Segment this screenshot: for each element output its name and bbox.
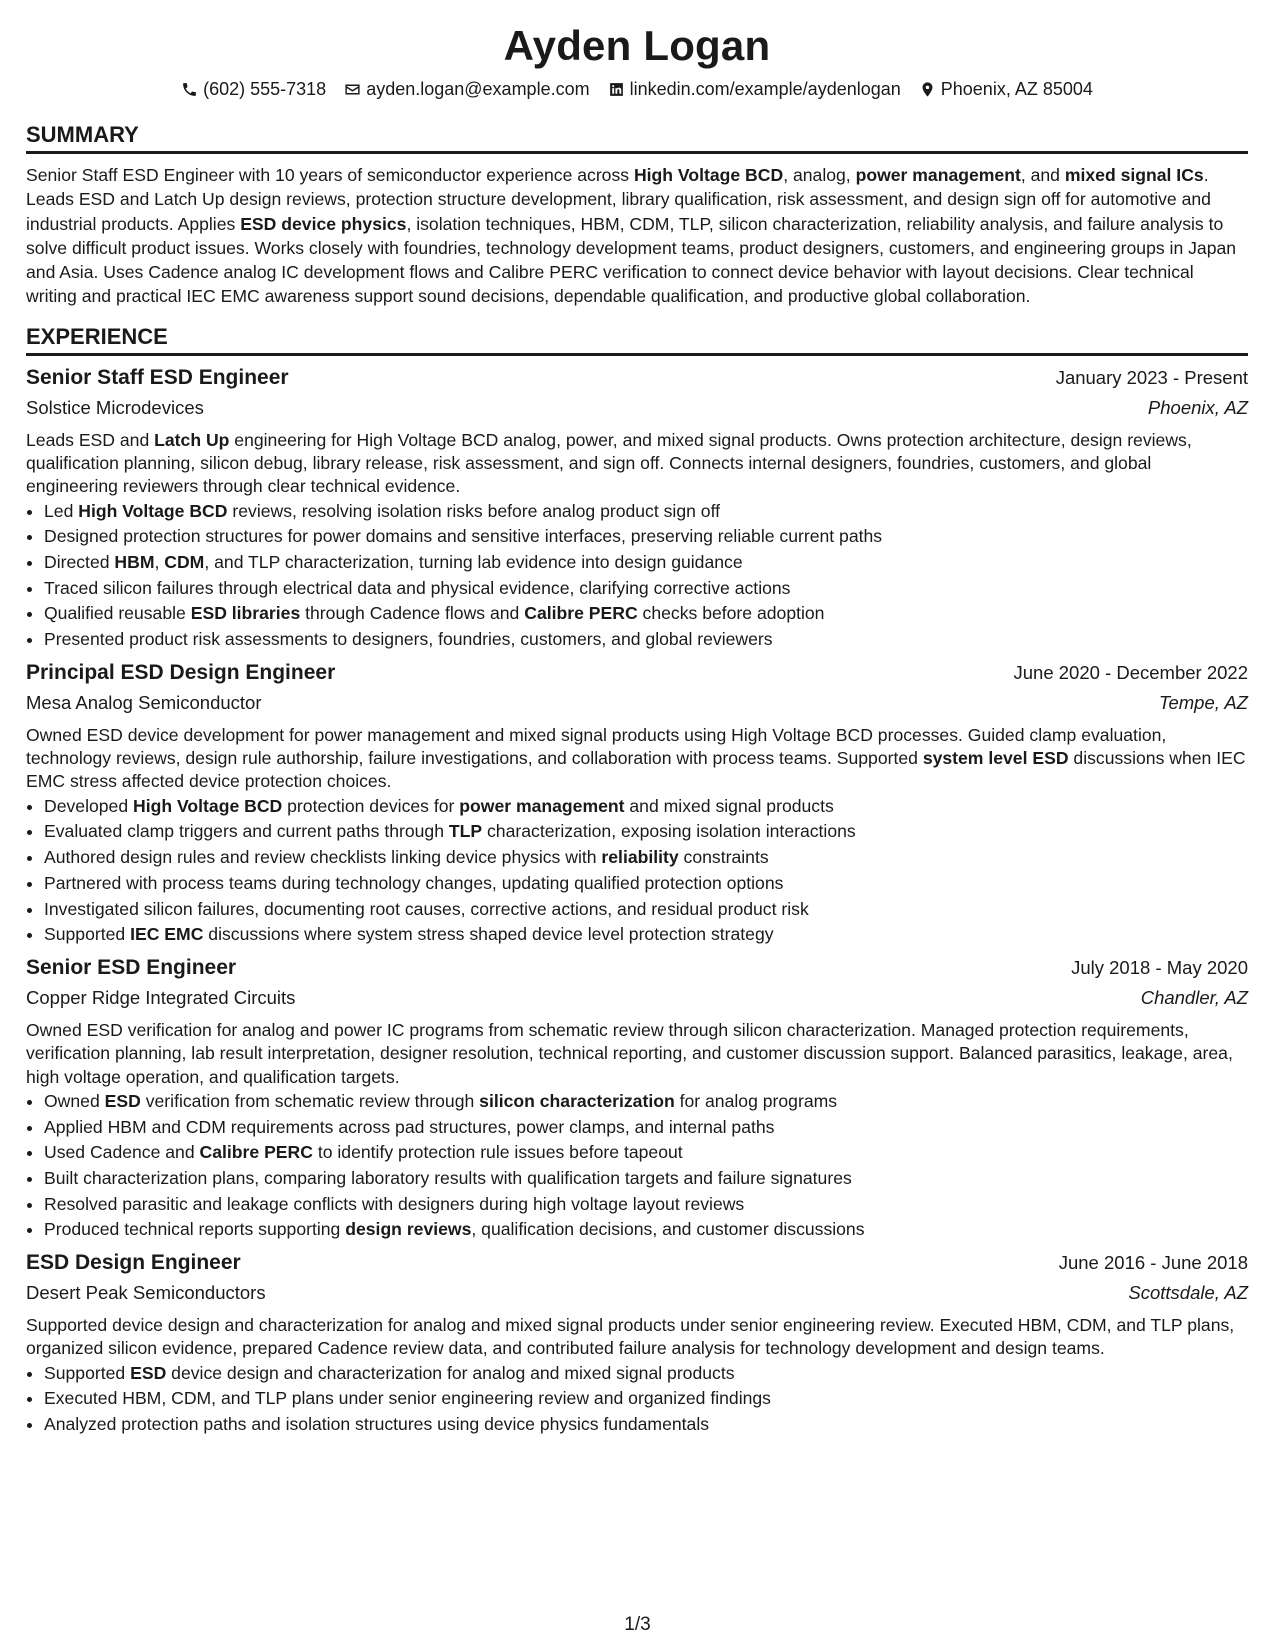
job-description xyxy=(26,724,1248,794)
text-run: Applied HBM and CDM requirements across pad structures, power clamps, and internal paths xyxy=(44,1116,775,1137)
text-run: Produced technical reports supporting xyxy=(44,1219,346,1240)
bold-keyword: HBM xyxy=(114,552,155,573)
summary-section xyxy=(26,121,1248,309)
experience-heading: EXPERIENCE xyxy=(26,323,1248,356)
bold-keyword: power management xyxy=(459,795,625,816)
linkedin-icon xyxy=(608,81,625,98)
text-run: , qualification decisions, and customer discussions xyxy=(471,1219,865,1240)
job-title: ESD Design Engineer xyxy=(26,1251,241,1275)
text-run: Senior Staff ESD Engineer with 10 years of semiconductor experience across xyxy=(26,165,634,185)
text-run: and mixed signal products xyxy=(624,795,834,816)
bold-keyword: reliability xyxy=(601,847,679,868)
bold-keyword: IEC EMC xyxy=(130,924,204,945)
text-run: Directed xyxy=(44,552,115,573)
bold-keyword: CDM xyxy=(164,552,205,573)
experience-section xyxy=(26,323,1248,1438)
bullet-item xyxy=(44,922,1248,948)
bold-keyword: mixed signal ICs xyxy=(1064,165,1204,185)
page-number: 1/3 xyxy=(624,1614,651,1635)
linkedin-text[interactable]: linkedin.com/example/aydenlogan xyxy=(629,79,901,99)
text-run: constraints xyxy=(678,847,769,868)
job-bullets xyxy=(26,794,1248,948)
text-run: characterization, exposing isolation interactions xyxy=(482,821,856,842)
text-run: Developed xyxy=(44,795,134,816)
email-icon xyxy=(344,81,361,98)
bold-keyword: ESD libraries xyxy=(190,603,301,624)
bold-keyword: system level ESD xyxy=(922,748,1069,769)
bullet-item xyxy=(44,794,1248,820)
job-location: Tempe, AZ xyxy=(1158,691,1248,713)
bullet-item xyxy=(44,1361,1248,1387)
bullet-item xyxy=(44,601,1248,627)
bullet-item xyxy=(44,1217,1248,1243)
summary-text xyxy=(26,163,1248,309)
bold-keyword: silicon characterization xyxy=(479,1090,675,1111)
text-run: Qualified reusable xyxy=(44,603,191,624)
text-run: , analog, xyxy=(783,165,856,185)
text-run: reviews, resolving isolation risks before analog product sign off xyxy=(227,500,721,521)
contact-bar xyxy=(26,76,1248,102)
job-company: Copper Ridge Integrated Circuits xyxy=(26,987,296,1008)
text-run: , isolation techniques, HBM, CDM, TLP, silicon characterization, reliability analysis, and failure analysis to solve difficult product issues. Works closely with foundries, technology development teams, product designers, customers, and engineering groups in Japan and Asia. Uses Cadence analog IC development flows and Calibre PERC verification to connect device behavior with layout decisions. Clear technical writing and practical IEC EMC awareness support sound decisions, dependable qualification, and productive global collaboration. xyxy=(26,213,1237,307)
text-run: checks before adoption xyxy=(637,603,825,624)
bold-keyword: Latch Up xyxy=(154,429,230,450)
bold-keyword: design reviews xyxy=(345,1219,472,1240)
bold-keyword: ESD xyxy=(130,1362,167,1383)
job-dates: January 2023 - Present xyxy=(1055,366,1248,388)
contact-email[interactable] xyxy=(344,76,589,102)
text-run: discussions where system stress shaped device level protection strategy xyxy=(203,924,774,945)
bullet-item xyxy=(44,1192,1248,1218)
job-description xyxy=(26,429,1248,499)
bullet-item xyxy=(44,1166,1248,1192)
bullet-item xyxy=(44,1386,1248,1412)
contact-location xyxy=(919,76,1093,102)
bullet-item xyxy=(44,845,1248,871)
text-run: . Leads ESD and Latch Up design reviews, protection structure development, library qualification, risk assessment, and design sign off for automotive and industrial products. Applies xyxy=(26,165,1211,234)
bullet-item xyxy=(44,819,1248,845)
text-run: Owned ESD device development for power management and mixed signal products using High Voltage BCD processes. Guided clamp evaluation, technology reviews, design rule authorship, failure investigations, and collaboration with process teams. Supported xyxy=(26,724,1167,769)
job-bullets xyxy=(26,1361,1248,1438)
job-dates: July 2018 - May 2020 xyxy=(1071,957,1248,978)
bold-keyword: ESD xyxy=(104,1090,141,1111)
text-run: Authored design rules and review checklists linking device physics with xyxy=(44,847,602,868)
job-description xyxy=(26,1314,1248,1361)
job-title: Principal ESD Design Engineer xyxy=(26,660,336,684)
text-run: Presented product risk assessments to designers, foundries, customers, and global reviewers xyxy=(44,629,773,650)
bold-keyword: power management xyxy=(855,165,1021,185)
text-run: discussions when IEC EMC stress affected device protection choices. xyxy=(26,748,1246,792)
job-title: Senior Staff ESD Engineer xyxy=(26,365,289,389)
bullet-item xyxy=(44,1089,1248,1115)
job-entry xyxy=(26,952,1248,1243)
text-run: Evaluated clamp triggers and current paths through xyxy=(44,821,449,842)
bullet-item xyxy=(44,524,1248,550)
text-run: for analog programs xyxy=(674,1090,838,1111)
bullet-item xyxy=(44,1140,1248,1166)
location-text: Phoenix, AZ 85004 xyxy=(940,79,1093,99)
summary-heading: SUMMARY xyxy=(26,121,1248,154)
job-bullets xyxy=(26,1089,1248,1243)
text-run: , and xyxy=(1020,165,1065,185)
job-location: Phoenix, AZ xyxy=(1147,396,1248,418)
contact-phone xyxy=(181,76,326,102)
text-run: protection devices for xyxy=(282,795,460,816)
bold-keyword: Calibre PERC xyxy=(524,603,638,624)
candidate-name: Ayden Logan xyxy=(503,22,771,69)
text-run: , and TLP characterization, turning lab evidence into design guidance xyxy=(204,552,743,573)
text-run: device design and characterization for analog and mixed signal products xyxy=(166,1362,735,1383)
job-dates: June 2016 - June 2018 xyxy=(1058,1252,1248,1274)
bold-keyword: ESD device physics xyxy=(240,213,407,234)
bullet-item xyxy=(44,627,1248,653)
location-pin-icon xyxy=(919,81,936,98)
bold-keyword: High Voltage BCD xyxy=(78,500,228,521)
bold-keyword: Calibre PERC xyxy=(199,1142,313,1163)
text-run: Traced silicon failures through electrical data and physical evidence, clarifying corrective actions xyxy=(44,577,791,598)
job-title: Senior ESD Engineer xyxy=(26,956,237,979)
bold-keyword: High Voltage BCD xyxy=(133,795,283,816)
job-location: Chandler, AZ xyxy=(1140,987,1248,1008)
text-run: Supported device design and characterization for analog and mixed signal products under senior engineering review. Executed HBM, CDM, and TLP plans, organized silicon evidence, prepared Cadence review data, and contributed failure analysis for technology development and design teams. xyxy=(26,1315,1235,1359)
text-run: through Cadence flows and xyxy=(300,603,525,624)
text-run: Led xyxy=(44,500,79,521)
bullet-item xyxy=(44,576,1248,602)
text-run: Investigated silicon failures, documenting root causes, corrective actions, and residual product risk xyxy=(44,898,809,919)
job-entry xyxy=(26,362,1248,653)
phone-text: (602) 555-7318 xyxy=(203,79,327,99)
job-company: Desert Peak Semiconductors xyxy=(26,1282,266,1304)
text-run: Owned xyxy=(44,1090,105,1111)
email-text[interactable]: ayden.logan@example.com xyxy=(366,79,590,99)
bold-keyword: High Voltage BCD xyxy=(633,165,784,185)
bullet-item xyxy=(44,1412,1248,1438)
text-run: to identify protection rule issues before tapeout xyxy=(312,1142,683,1163)
text-run: Leads ESD and xyxy=(26,429,155,450)
text-run: verification from schematic review through xyxy=(140,1090,480,1111)
job-company: Mesa Analog Semiconductor xyxy=(26,691,262,713)
text-run: Designed protection structures for power domains and sensitive interfaces, preserving reliable current paths xyxy=(44,526,883,547)
bullet-item xyxy=(44,871,1248,897)
job-description xyxy=(26,1019,1248,1089)
contact-linkedin[interactable] xyxy=(608,76,901,102)
text-run: Partnered with process teams during technology changes, updating qualified protection options xyxy=(44,872,784,893)
text-run: Analyzed protection paths and isolation structures using device physics fundamentals xyxy=(44,1414,710,1435)
resume-page xyxy=(26,18,1248,1438)
bullet-item xyxy=(44,550,1248,576)
job-dates: June 2020 - December 2022 xyxy=(1013,661,1248,683)
job-entry xyxy=(26,657,1248,948)
text-run: engineering for High Voltage BCD analog, power, and mixed signal products. Owns protection architecture, design reviews, qualification planning, silicon debug, library release, risk assessment, and sign off. Connects internal designers, foundries, customers, and global engineering reviewers through clear technical evidence. xyxy=(26,429,1192,497)
job-location: Scottsdale, AZ xyxy=(1128,1282,1248,1304)
job-entry xyxy=(26,1247,1248,1438)
bullet-item xyxy=(44,897,1248,923)
text-run: Used Cadence and xyxy=(44,1142,200,1163)
job-company: Solstice Microdevices xyxy=(26,396,204,418)
job-bullets xyxy=(26,499,1248,653)
text-run: Supported xyxy=(44,924,131,945)
bullet-item xyxy=(44,499,1248,525)
text-run: , xyxy=(154,552,165,573)
bullet-item xyxy=(44,1115,1248,1141)
text-run: Built characterization plans, comparing laboratory results with qualification targets and failure signatures xyxy=(44,1168,852,1188)
phone-icon xyxy=(181,81,198,98)
text-run: Resolved parasitic and leakage conflicts with designers during high voltage layout reviews xyxy=(44,1193,745,1214)
text-run: Executed HBM, CDM, and TLP plans under senior engineering review and organized findings xyxy=(44,1388,771,1409)
bold-keyword: TLP xyxy=(448,821,483,842)
text-run: Supported xyxy=(44,1362,131,1383)
text-run: Owned ESD verification for analog and power IC programs from schematic review through silicon characterization. Managed protection requirements, verification planning, lab result interpretation, designer resolution, technical reporting, and customer discussion support. Balanced parasitics, leakage, area, high voltage operation, and qualification targets. xyxy=(26,1020,1233,1087)
